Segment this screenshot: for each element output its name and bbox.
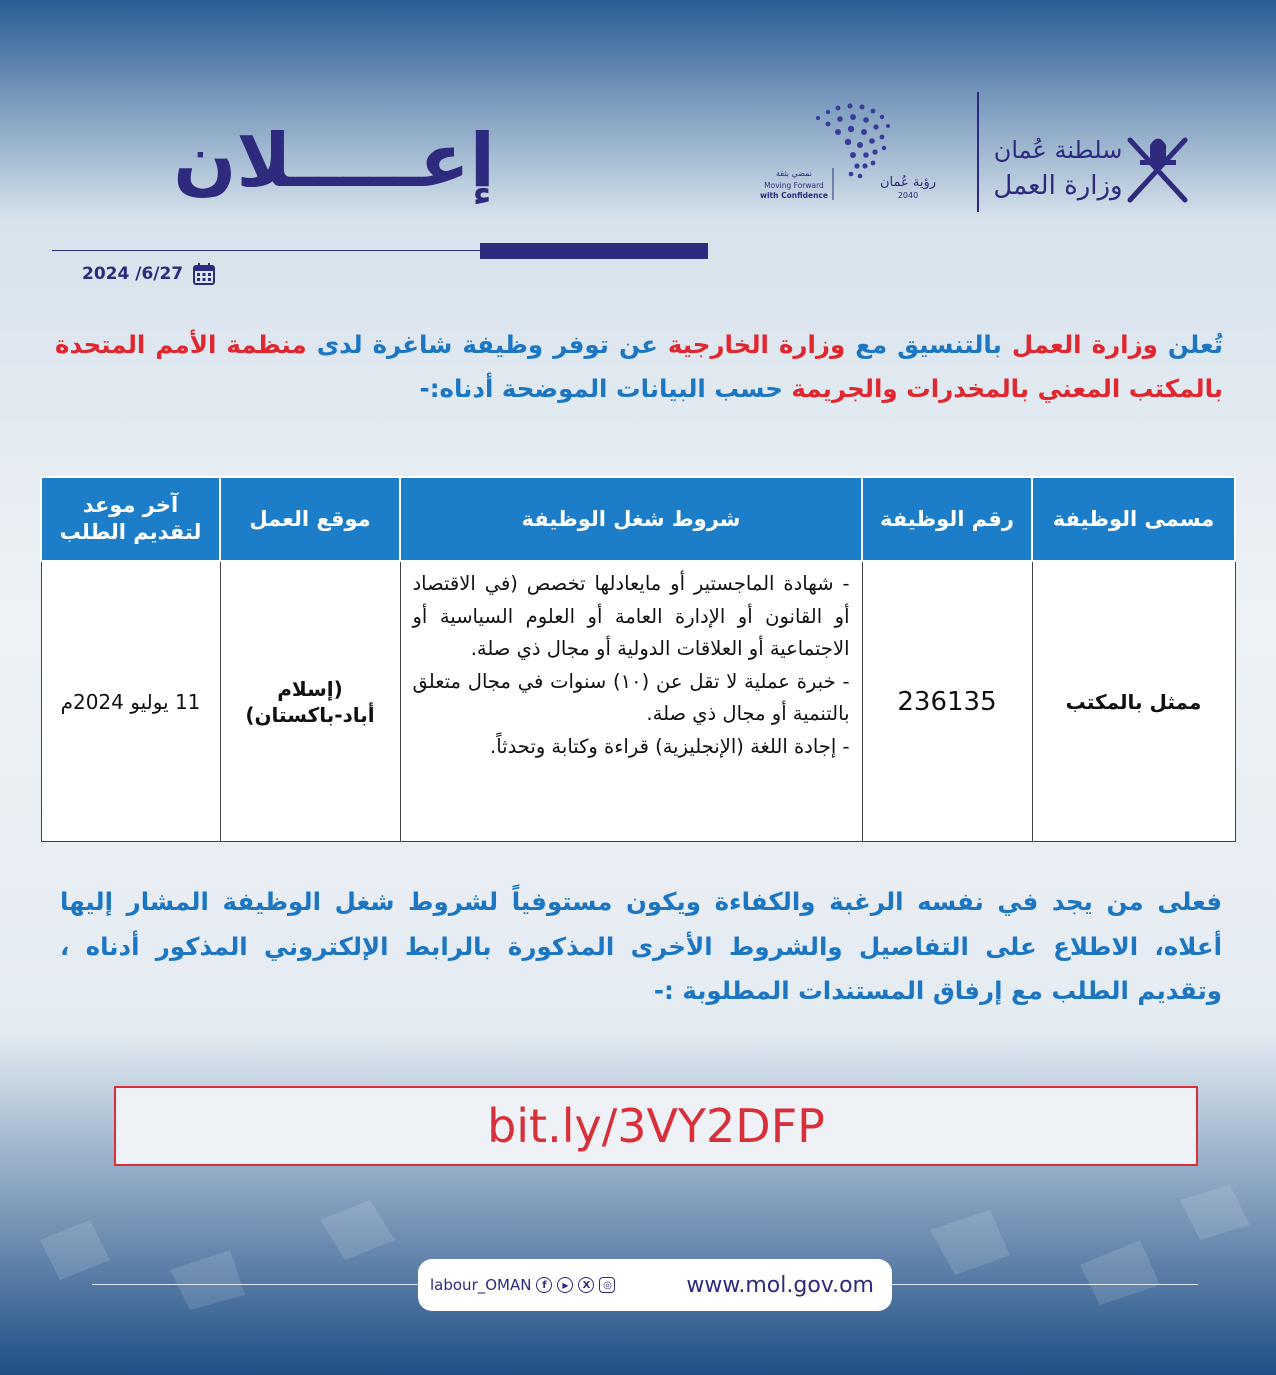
header-requirements: شروط شغل الوظيفة bbox=[400, 477, 862, 561]
vision-slogan-en-2: with Confidence bbox=[760, 191, 828, 200]
location-line1: (إسلام bbox=[277, 676, 343, 701]
table-row bbox=[41, 561, 1235, 842]
facebook-icon[interactable]: f bbox=[536, 1277, 552, 1293]
header-job-title: مسمى الوظيفة bbox=[1032, 477, 1235, 561]
vision-year: 2040 bbox=[897, 191, 919, 200]
application-link[interactable]: bit.ly/3VY2DFP bbox=[487, 1099, 825, 1153]
youtube-icon[interactable]: ▶ bbox=[557, 1277, 573, 1293]
page-title: إعـــــلان bbox=[173, 118, 495, 204]
intro-part1: تُعلن bbox=[1157, 330, 1224, 359]
calendar-icon bbox=[193, 263, 215, 285]
intro-paragraph bbox=[55, 323, 1223, 411]
ministry-line2: وزارة العمل bbox=[993, 171, 1123, 201]
social-handle[interactable]: labour_OMAN bbox=[430, 1276, 532, 1294]
ministry-line1: سلطنة عُمان bbox=[993, 136, 1123, 164]
header-job-number: رقم الوظيفة bbox=[862, 477, 1032, 561]
intro-part5: عن توفر وظيفة شاغرة لدى bbox=[306, 330, 668, 359]
cell-deadline: 11 يوليو 2024م bbox=[41, 561, 220, 842]
social-links bbox=[430, 1276, 615, 1294]
header-location: موقع العمل bbox=[220, 477, 400, 561]
header-deadline bbox=[41, 477, 220, 561]
header-divider-line bbox=[52, 250, 482, 251]
x-icon[interactable]: X bbox=[578, 1277, 594, 1293]
vision-slogan-ar: نمضي بثقة bbox=[776, 169, 812, 178]
date-row bbox=[82, 262, 215, 286]
intro-ministry-labour: وزارة العمل bbox=[1011, 330, 1158, 359]
ministry-emblem bbox=[990, 120, 1190, 210]
location-line2: أباد-باكستان) bbox=[245, 702, 375, 727]
vision-arabic-text: رؤية عُمان bbox=[879, 175, 937, 190]
cell-job-number: 236135 bbox=[862, 561, 1032, 842]
requirement-item: - خبرة عملية لا تقل عن (١٠) سنوات في مجال متعلق بالتنمية أو مجال ذي صلة. bbox=[412, 669, 850, 725]
oman-vision-2040-logo bbox=[758, 98, 968, 213]
application-link-box[interactable] bbox=[114, 1086, 1198, 1166]
vision-swirl-graphic bbox=[758, 98, 968, 213]
intro-organization: منظمة الأمم المتحدة بالمكتب المعني بالمخدرات والجريمة bbox=[55, 330, 1223, 403]
cell-requirements bbox=[400, 561, 862, 842]
job-table bbox=[40, 476, 1236, 842]
cell-job-title: ممثل بالمكتب bbox=[1032, 561, 1235, 842]
footer-contact-bar bbox=[418, 1259, 892, 1311]
instagram-icon[interactable]: ◎ bbox=[599, 1277, 615, 1293]
vision-slogan-en-1: Moving Forward bbox=[764, 181, 824, 190]
header-accent-bar bbox=[480, 243, 708, 259]
ministry-of-labour-logo bbox=[990, 120, 1190, 210]
header-deadline-line2: لتقديم الطلب bbox=[59, 520, 202, 544]
intro-part7: حسب البيانات الموضحة أدناه:- bbox=[419, 374, 792, 403]
intro-part3: بالتنسيق مع bbox=[845, 330, 1012, 359]
website-link[interactable]: www.mol.gov.om bbox=[686, 1272, 874, 1298]
table-header-row bbox=[41, 477, 1235, 561]
application-instructions: فعلى من يجد في نفسه الرغبة والكفاءة ويكون مستوفياً لشروط شغل الوظيفة المشار إليها أعلاه، الاطلاع على التفاصيل والشروط الأخرى المذكورة بالرابط الإلكتروني المذكور أدناه ، وتقديم الطلب مع إرفاق المستندات المطلوبة :- bbox=[60, 887, 1222, 1005]
logo-divider bbox=[977, 92, 979, 212]
cell-location bbox=[220, 561, 400, 842]
requirement-item: - شهادة الماجستير أو مايعادلها تخصص (في الاقتصاد أو القانون أو الإدارة العامة أو العلوم السياسية أو الاجتماعية أو العلاقات الدولية أو مجال ذي صلة. bbox=[412, 572, 850, 660]
intro-ministry-foreign: وزارة الخارجية bbox=[667, 330, 846, 359]
announcement-date: 2024 /6/27 bbox=[82, 264, 184, 284]
header-deadline-line1: آخر موعد bbox=[82, 493, 179, 517]
requirement-item: - إجادة اللغة (الإنجليزية) قراءة وكتابة وتحدثاً. bbox=[490, 734, 850, 758]
